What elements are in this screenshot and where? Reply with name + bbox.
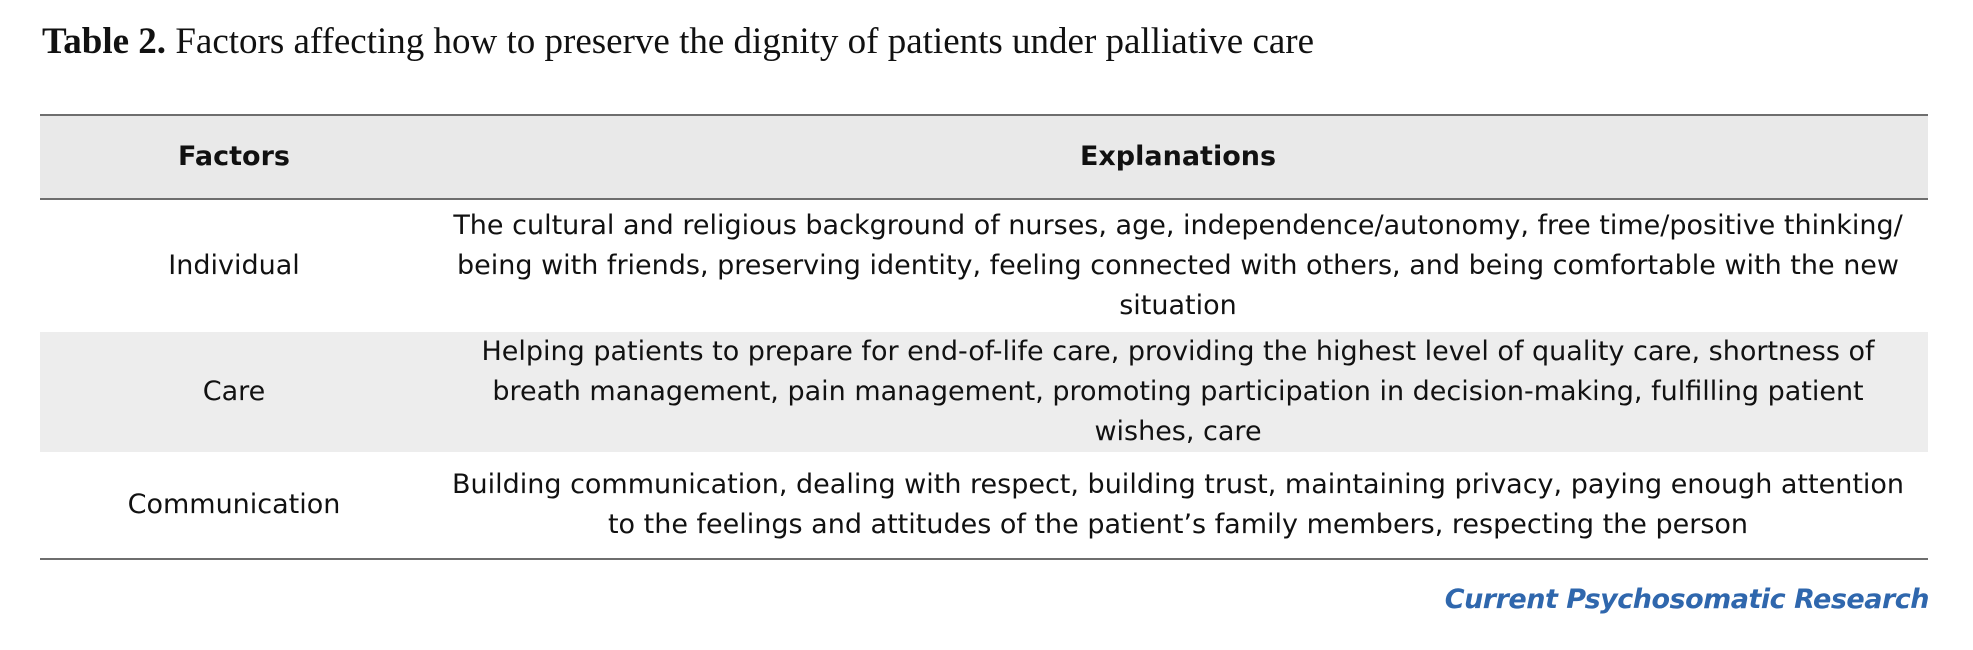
factor-cell: Care (202, 376, 266, 407)
table-row (40, 332, 1928, 452)
factors-table (40, 114, 1928, 560)
table-header (40, 115, 1928, 199)
table-caption (42, 20, 1314, 63)
table-caption-text: Factors affecting how to preserve the dignity of patients under palliative care (166, 21, 1315, 62)
header-factors: Factors (40, 115, 428, 199)
table-body (40, 199, 1928, 559)
header-explanations: Explanations (428, 115, 1928, 199)
explanation-cell: Building communication, dealing with respect, building trust, maintaining privacy, paying enough attention to the feelings and attitudes of the patient’s family members, respecting the person (428, 452, 1928, 559)
table-row (40, 199, 1928, 332)
journal-logo: Current Psychosomatic Research (1444, 584, 1929, 615)
explanation-cell: Helping patients to prepare for end-of-life care, providing the highest level of quality care, shortness of breath management, pain management, promoting participation in decision-making, fulfilling patient wishes, care (481, 336, 1875, 447)
explanation-cell: The cultural and religious background of nurses, age, independence/autonomy, free time/positive thinking/ being with friends, preserving identity, feeling connected with others, and being comfortable with the new situation (453, 210, 1903, 321)
factor-cell: Communication (40, 452, 428, 559)
table-header-row (40, 115, 1928, 199)
table-row (40, 452, 1928, 559)
table-caption-label: Table 2. (42, 21, 167, 62)
factor-cell: Individual (168, 250, 300, 281)
